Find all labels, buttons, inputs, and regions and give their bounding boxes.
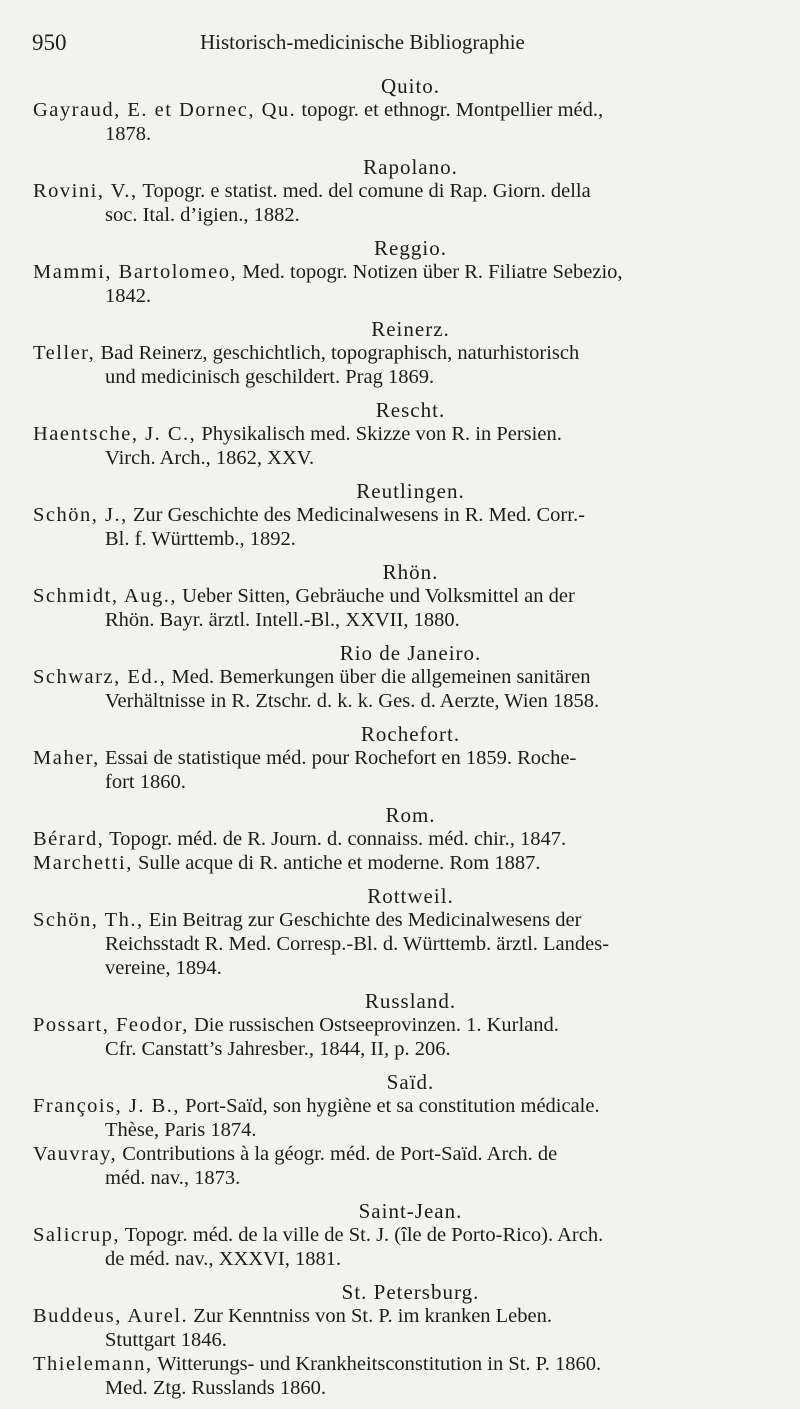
entry-text: Thèse, Paris 1874. xyxy=(105,1119,257,1141)
entry-text: Topogr. méd. de R. Journ. d. connaiss. méd. chir., 1847. xyxy=(104,828,567,850)
bibliography-entry xyxy=(33,827,768,851)
entry-text: Topogr. e statist. med. del comune di Rap. Giorn. della xyxy=(137,180,591,202)
bibliography-entry xyxy=(33,503,768,551)
entry-text: Med. Bemerkungen über die allgemeinen sanitären xyxy=(166,666,591,688)
section-spacer xyxy=(33,794,768,803)
entry-text: soc. Ital. d’igien., 1882. xyxy=(105,204,300,226)
entry-text: méd. nav., 1873. xyxy=(105,1167,241,1189)
bibliography-entry xyxy=(33,851,768,875)
section-spacer xyxy=(33,632,768,641)
entry-text: Topogr. méd. de la ville de St. J. (île de Porto-Rico). Arch. xyxy=(119,1224,604,1246)
section-spacer xyxy=(33,1400,768,1409)
entry-text: Cfr. Canstatt’s Jahresber., 1844, II, p. 206. xyxy=(105,1038,451,1060)
entry-author: Possart, Feodor, xyxy=(33,1014,189,1036)
entry-first-line xyxy=(33,98,768,122)
entry-first-line xyxy=(33,851,768,875)
running-title: Historisch-medicinische Bibliographie xyxy=(200,30,525,54)
entry-first-line xyxy=(33,1223,768,1247)
bibliography-entry xyxy=(33,1352,768,1400)
entry-text: Med. topogr. Notizen über R. Filiatre Sebezio, xyxy=(237,261,623,283)
entry-author: Mammi, Bartolomeo, xyxy=(33,261,238,283)
place-heading: Reutlingen. xyxy=(356,479,465,503)
entry-continuation-line xyxy=(33,932,768,956)
place-heading: Rom. xyxy=(385,803,436,827)
place-heading: Rapolano. xyxy=(363,155,458,179)
entry-text: Bad Reinerz, geschichtlich, topographisch, naturhistorisch xyxy=(95,342,580,364)
place-heading: Rescht. xyxy=(375,398,446,422)
entry-text: fort 1860. xyxy=(105,771,186,793)
entry-text: Physikalisch med. Skizze von R. in Persien. xyxy=(196,423,562,445)
section-spacer xyxy=(33,308,768,317)
bibliography-entry xyxy=(33,908,768,980)
section-spacer xyxy=(33,1271,768,1280)
section-spacer xyxy=(33,713,768,722)
entry-text: Rhön. Bayr. ärztl. Intell.-Bl., XXVII, 1880. xyxy=(105,609,460,631)
entry-first-line xyxy=(33,341,768,365)
entry-continuation-line xyxy=(33,1166,768,1190)
place-heading: Rochefort. xyxy=(360,722,461,746)
entry-continuation-line xyxy=(33,608,768,632)
entry-author: Teller, xyxy=(33,342,96,364)
entry-first-line xyxy=(33,1142,768,1166)
entry-author: Schwarz, Ed., xyxy=(33,666,167,688)
entry-text: topogr. et ethnogr. Montpellier méd., xyxy=(296,99,604,121)
place-heading: Reinerz. xyxy=(371,317,450,341)
entry-continuation-line xyxy=(33,1376,768,1400)
entry-text: Die russischen Ostseeprovinzen. 1. Kurland. xyxy=(188,1014,559,1036)
section-spacer xyxy=(33,1190,768,1199)
entry-continuation-line xyxy=(33,365,768,389)
entry-text: Reichsstadt R. Med. Corresp.-Bl. d. Württemb. ärztl. Landes- xyxy=(105,933,610,955)
bibliography-entry xyxy=(33,260,768,308)
place-heading: Saint-Jean. xyxy=(358,1199,463,1223)
bibliography-entry xyxy=(33,665,768,713)
entry-first-line xyxy=(33,908,768,932)
section-spacer xyxy=(33,146,768,155)
bibliography-entry xyxy=(33,1304,768,1352)
place-heading: Rio de Janeiro. xyxy=(339,641,482,665)
entry-continuation-line xyxy=(33,1037,768,1061)
entry-first-line xyxy=(33,503,768,527)
entry-text: 1842. xyxy=(105,285,152,307)
entry-continuation-line xyxy=(33,446,768,470)
entry-text: Med. Ztg. Russlands 1860. xyxy=(105,1377,326,1399)
entry-first-line xyxy=(33,1094,768,1118)
entry-continuation-line xyxy=(33,770,768,794)
place-heading: Reggio. xyxy=(374,236,447,260)
bibliography-entry xyxy=(33,422,768,470)
entry-author: Gayraud, E. et Dornec, Qu. xyxy=(33,99,297,121)
entry-author: François, J. B., xyxy=(33,1095,180,1117)
entry-text: Contributions à la géogr. méd. de Port-Saïd. Arch. de xyxy=(117,1143,558,1165)
bibliography-entry xyxy=(33,1223,768,1271)
entry-first-line xyxy=(33,179,768,203)
entry-text: Zur Kenntniss von St. P. im kranken Leben. xyxy=(188,1305,553,1327)
entry-first-line xyxy=(33,1304,768,1328)
bibliography-entry xyxy=(33,1142,768,1190)
entry-text: Bl. f. Württemb., 1892. xyxy=(105,528,296,550)
page-number: 950 xyxy=(32,30,67,55)
entry-first-line xyxy=(33,827,768,851)
entry-continuation-line xyxy=(33,1247,768,1271)
bibliography-entry xyxy=(33,746,768,794)
page-header xyxy=(32,30,772,62)
entry-text: Stuttgart 1846. xyxy=(105,1329,227,1351)
entry-continuation-line xyxy=(33,1328,768,1352)
section-spacer xyxy=(33,227,768,236)
place-heading: Saïd. xyxy=(386,1070,435,1094)
bibliography-entry xyxy=(33,1013,768,1061)
bibliography-entry xyxy=(33,179,768,227)
entry-text: 1878. xyxy=(105,123,152,145)
entry-first-line xyxy=(33,584,768,608)
section-spacer xyxy=(33,551,768,560)
entry-text: Essai de statistique méd. pour Rochefort en 1859. Roche- xyxy=(99,747,577,769)
entry-continuation-line xyxy=(33,527,768,551)
bibliography-entry xyxy=(33,1094,768,1142)
entry-first-line xyxy=(33,1352,768,1376)
entry-author: Bérard, xyxy=(33,828,105,850)
entry-first-line xyxy=(33,260,768,284)
section-spacer xyxy=(33,470,768,479)
bibliography-list xyxy=(33,74,768,1409)
entry-author: Schön, J., xyxy=(33,504,128,526)
entry-author: Buddeus, Aurel. xyxy=(33,1305,189,1327)
place-heading: St. Petersburg. xyxy=(341,1280,480,1304)
bibliography-entry xyxy=(33,584,768,632)
entry-continuation-line xyxy=(33,1118,768,1142)
entry-text: Ein Beitrag zur Geschichte des Medicinalwesens der xyxy=(143,909,582,931)
entry-text: vereine, 1894. xyxy=(105,957,222,979)
entry-author: Schmidt, Aug., xyxy=(33,585,178,607)
entry-text: Virch. Arch., 1862, XXV. xyxy=(105,447,315,469)
entry-first-line xyxy=(33,746,768,770)
section-spacer xyxy=(33,1061,768,1070)
entry-author: Haentsche, J. C., xyxy=(33,423,197,445)
entry-author: Vauvray, xyxy=(33,1143,118,1165)
entry-author: Marchetti, xyxy=(33,852,133,874)
entry-text: Zur Geschichte des Medicinalwesens in R. Med. Corr.- xyxy=(127,504,585,526)
entry-first-line xyxy=(33,1013,768,1037)
entry-text: und medicinisch geschildert. Prag 1869. xyxy=(105,366,435,388)
entry-first-line xyxy=(33,665,768,689)
entry-text: de méd. nav., XXXVI, 1881. xyxy=(105,1248,342,1270)
entry-text: Sulle acque di R. antiche et moderne. Rom 1887. xyxy=(132,852,541,874)
entry-author: Schön, Th., xyxy=(33,909,144,931)
entry-continuation-line xyxy=(33,203,768,227)
entry-author: Salicrup, xyxy=(33,1224,120,1246)
entry-continuation-line xyxy=(33,122,768,146)
place-heading: Russland. xyxy=(364,989,457,1013)
entry-text: Witterungs- und Krankheitsconstitution in St. P. 1860. xyxy=(152,1353,602,1375)
place-heading: Rottweil. xyxy=(367,884,454,908)
entry-continuation-line xyxy=(33,284,768,308)
entry-text: Port-Saïd, son hygiène et sa constitution médicale. xyxy=(180,1095,600,1117)
section-spacer xyxy=(33,980,768,989)
place-heading: Quito. xyxy=(380,74,441,98)
entry-text: Ueber Sitten, Gebräuche und Volksmittel an der xyxy=(177,585,575,607)
entry-first-line xyxy=(33,422,768,446)
entry-author: Thielemann, xyxy=(33,1353,153,1375)
entry-author: Rovini, V., xyxy=(33,180,138,202)
entry-text: Verhältnisse in R. Ztschr. d. k. k. Ges. d. Aerzte, Wien 1858. xyxy=(105,690,600,712)
place-heading: Rhön. xyxy=(382,560,439,584)
section-spacer xyxy=(33,389,768,398)
bibliography-entry xyxy=(33,341,768,389)
section-spacer xyxy=(33,875,768,884)
entry-continuation-line xyxy=(33,956,768,980)
entry-continuation-line xyxy=(33,689,768,713)
bibliography-entry xyxy=(33,98,768,146)
entry-author: Maher, xyxy=(33,747,100,769)
